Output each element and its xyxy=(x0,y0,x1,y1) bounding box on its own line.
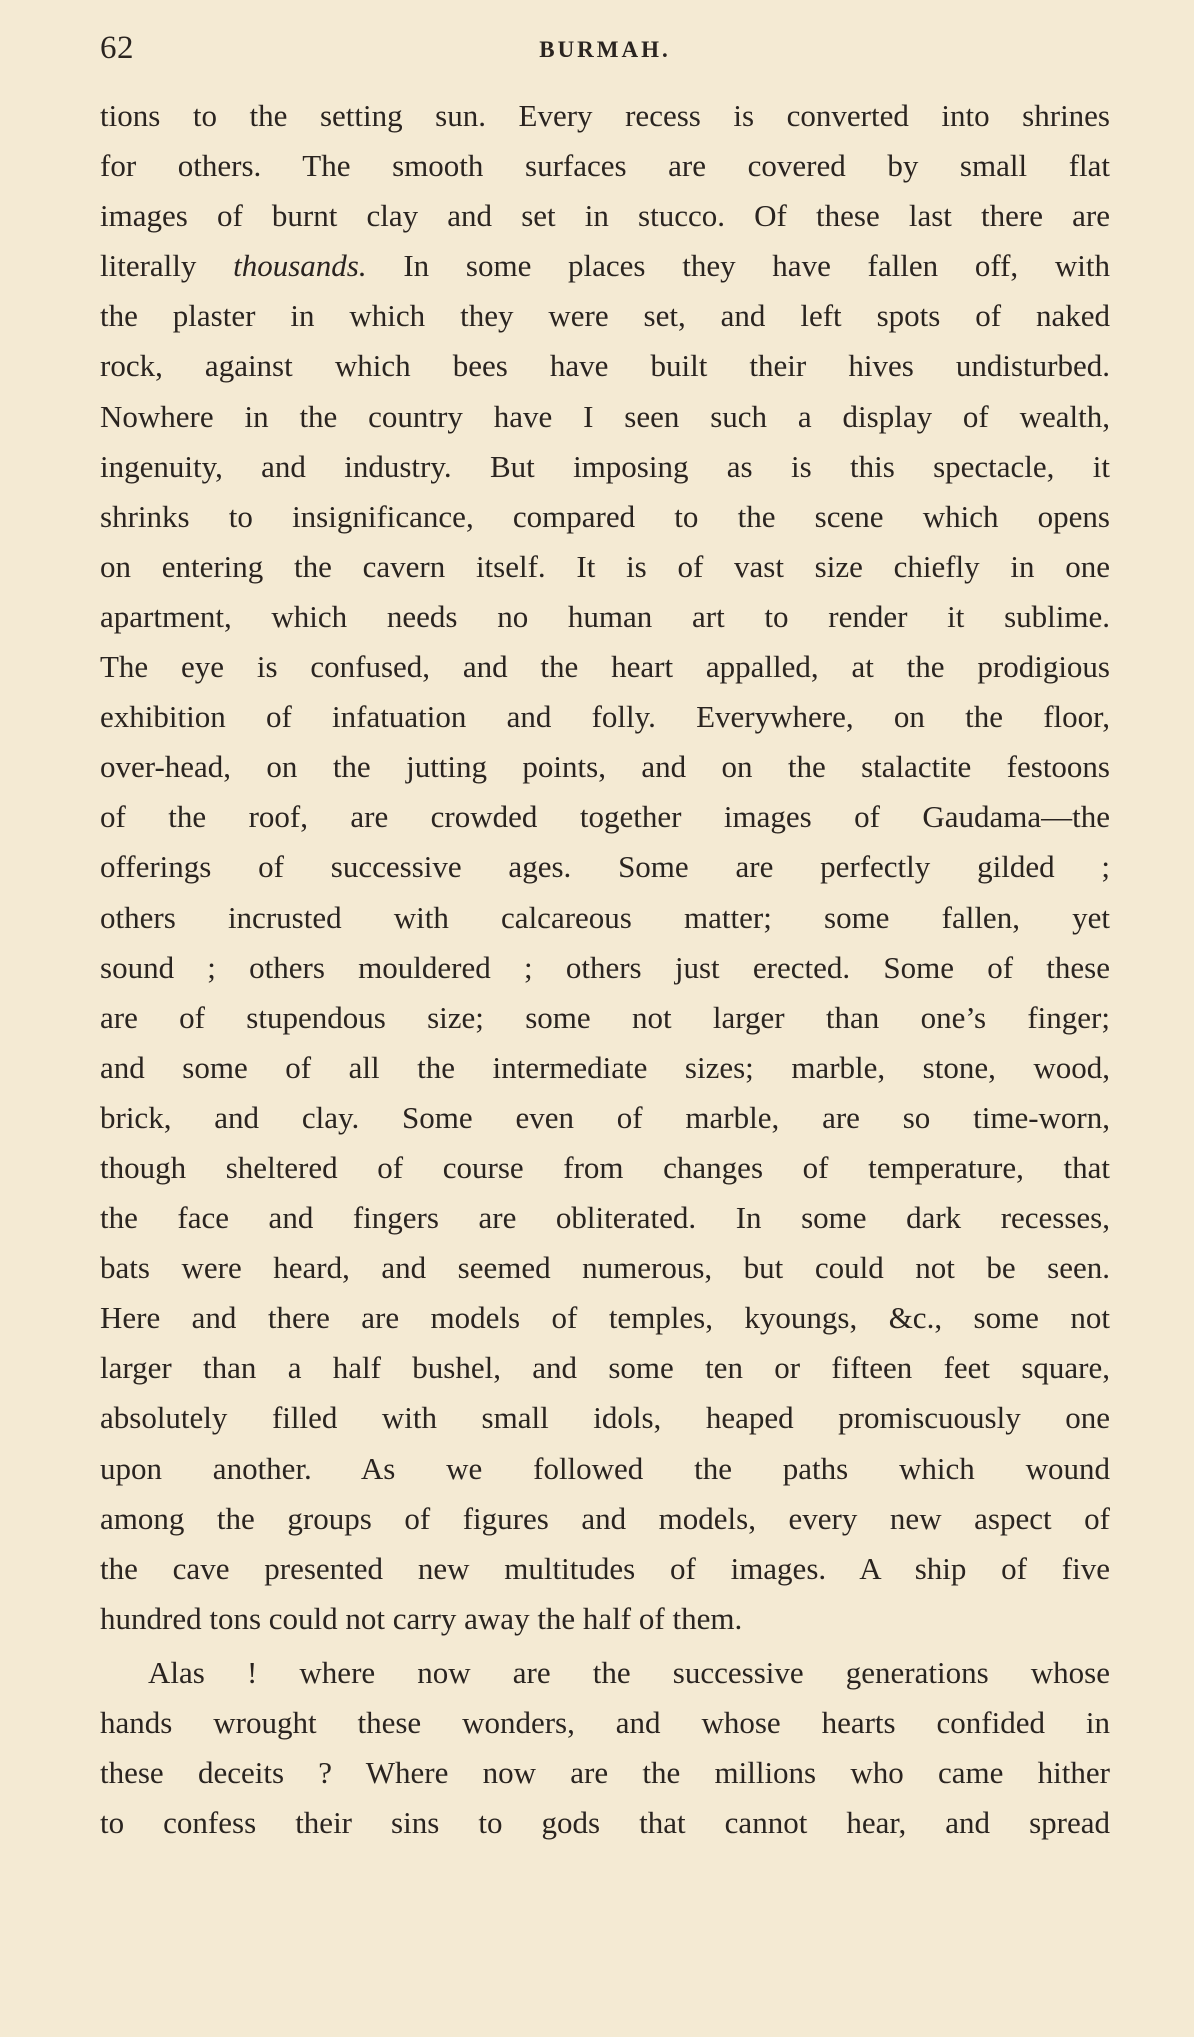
text-line-prefix: literally xyxy=(100,248,197,284)
page-header xyxy=(100,26,1110,74)
text-line: over-head, on the jutting points, and on the stalactite festoons xyxy=(100,749,1110,785)
page-number: 62 xyxy=(100,30,134,66)
text-line: others incrusted with calcareous matter; some fallen, yet xyxy=(100,899,1110,935)
text-line: bats were heard, and seemed numerous, but could not be seen. xyxy=(100,1250,1110,1286)
text-line: absolutely filled with small idols, heaped promiscuously one xyxy=(100,1400,1110,1436)
text-line: brick, and clay. Some even of marble, are so time-worn, xyxy=(100,1099,1110,1135)
text-line: Alas ! where now are the successive generations whose xyxy=(148,1654,1110,1690)
text-line: larger than a half bushel, and some ten or fifteen feet square, xyxy=(100,1350,1110,1386)
text-line: exhibition of infatuation and folly. Everywhere, on the floor, xyxy=(100,699,1110,735)
text-line: of the roof, are crowded together images of Gaudama—the xyxy=(100,799,1110,835)
text-line: offerings of successive ages. Some are perfectly gilded ; xyxy=(100,849,1110,885)
text-line: the cave presented new multitudes of images. A ship of five xyxy=(100,1550,1110,1586)
text-line: among the groups of figures and models, every new aspect of xyxy=(100,1500,1110,1536)
body-text xyxy=(100,91,1110,1848)
text-line: shrinks to insignificance, compared to the scene which opens xyxy=(100,498,1110,534)
text-line: though sheltered of course from changes of temperature, that xyxy=(100,1149,1110,1185)
text-line: hundred tons could not carry away the half of them. xyxy=(100,1600,743,1636)
text-line: to confess their sins to gods that cannot hear, and spread xyxy=(100,1805,1110,1841)
text-line: apartment, which needs no human art to render it sublime. xyxy=(100,598,1110,634)
emphasized-word: thousands. xyxy=(233,248,367,284)
text-line: the plaster in which they were set, and left spots of naked xyxy=(100,298,1110,334)
text-line: rock, against which bees have built their hives undisturbed. xyxy=(100,348,1110,384)
text-line: Nowhere in the country have I seen such a display of wealth, xyxy=(100,398,1110,434)
text-line: hands wrought these wonders, and whose hearts confided in xyxy=(100,1705,1110,1740)
text-line: images of burnt clay and set in stucco. Of these last there are xyxy=(100,198,1110,234)
text-line: these deceits ? Where now are the millions who came hither xyxy=(100,1755,1110,1791)
text-line: the face and fingers are obliterated. In some dark recesses, xyxy=(100,1200,1110,1236)
paragraph xyxy=(100,91,1110,1644)
running-head: BURMAH. xyxy=(539,37,671,62)
text-line: The eye is confused, and the heart appalled, at the prodigious xyxy=(100,649,1110,685)
text-line xyxy=(100,241,1110,291)
text-line: Here and there are models of temples, kyoungs, &c., some not xyxy=(100,1300,1110,1336)
text-line: tions to the setting sun. Every recess is converted into shrines xyxy=(100,98,1110,133)
text-line: and some of all the intermediate sizes; marble, stone, wood, xyxy=(100,1049,1110,1085)
text-line: ingenuity, and industry. But imposing as is this spectacle, it xyxy=(100,448,1110,484)
text-line: sound ; others mouldered ; others just erected. Some of these xyxy=(100,949,1110,985)
text-line: are of stupendous size; some not larger than one’s finger; xyxy=(100,999,1110,1035)
paragraph xyxy=(100,1648,1110,1848)
text-line: for others. The smooth surfaces are covered by small flat xyxy=(100,148,1110,184)
text-line-rest: In some places they have fallen off, with xyxy=(403,248,1110,284)
text-line: upon another. As we followed the paths which wound xyxy=(100,1450,1110,1486)
text-line: on entering the cavern itself. It is of vast size chiefly in one xyxy=(100,548,1110,584)
